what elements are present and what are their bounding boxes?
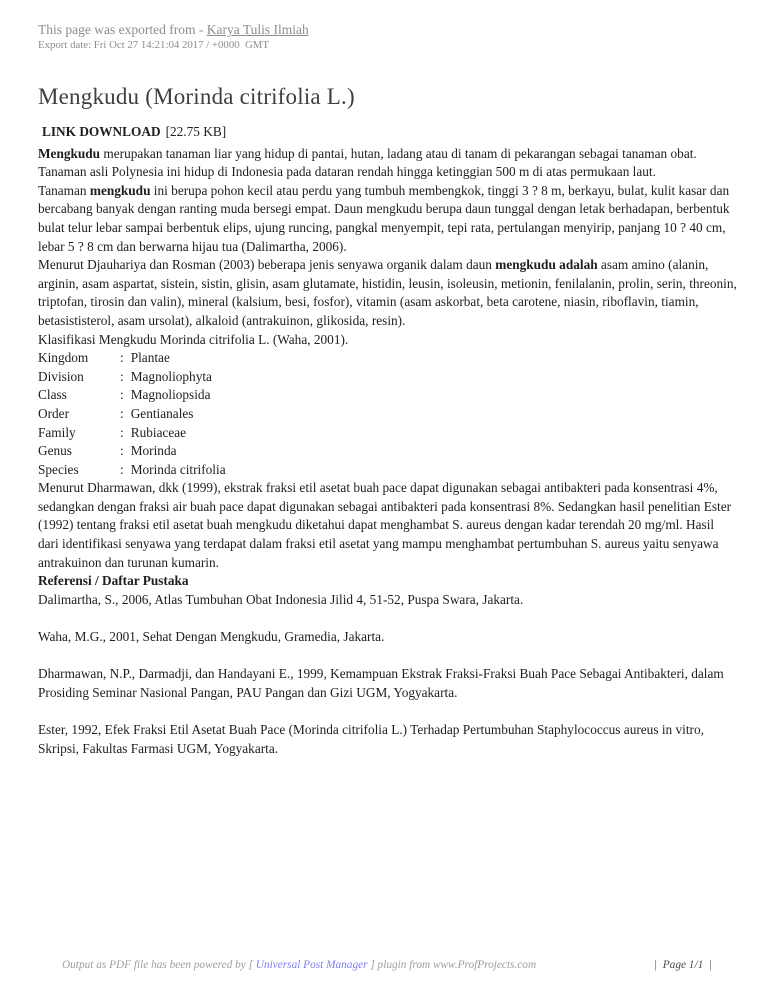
- classification-list: [38, 349, 738, 479]
- classification-value: Morinda citrifolia: [130, 461, 226, 477]
- universal-post-manager-link[interactable]: Universal Post Manager: [255, 959, 368, 971]
- classification-value: Magnoliophyta: [130, 368, 212, 384]
- classification-value: Rubiaceae: [130, 424, 187, 440]
- bold-text-run: mengkudu: [89, 182, 151, 198]
- reference-entry: Dalimartha, S., 2006, Atlas Tumbuhan Obat Indonesia Jilid 4, 51-52, Puspa Swara, Jakarta.: [38, 591, 524, 607]
- paragraph: [38, 256, 738, 330]
- footer-credit-prefix: Output as PDF file has been powered by [: [62, 959, 256, 971]
- classification-row: [38, 368, 738, 387]
- text-run: ini berupa pohon kecil atau perdu yang tumbuh membengkok, tinggi 3 ? 8 m, berkayu, bulat, kulit kasar dan bercabang banyak dengan ranting muda bersegi empat. Daun mengkudu berupa daun tunggal dengan letak berhadapan, berbentuk bulat telur lebar sampai berbentuk elips, ujung runcing, pangkal menyempit, tepi rata, pertulangan menyirip, panjang 10 ? 40 cm, lebar 5 ? 8 cm dan berwarna hijau tua (Dalimartha, 2006).: [38, 182, 730, 254]
- footer-credit: [62, 959, 536, 971]
- text-run: Menurut Djauhariya dan Rosman (2003) beberapa jenis senyawa organik dalam daun: [38, 257, 496, 273]
- reference-entry: Dharmawan, N.P., Darmadji, dan Handayani E., 1999, Kemampuan Ekstrak Fraksi-Fraksi Buah Pace Sebagai Antibakteri, dalam Prosiding Seminar Nasional Pangan, PAU Pangan dan Gizi UGM, Yogyakarta.: [38, 666, 724, 700]
- classification-colon: :: [120, 405, 124, 421]
- text-run: merupakan tanaman liar yang hidup di pantai, hutan, ladang atau di tanam di pekarangan sebagai tanaman obat.: [100, 145, 697, 161]
- export-header: [38, 22, 708, 52]
- classification-term: Family: [38, 424, 76, 440]
- classification-colon: :: [120, 350, 124, 366]
- article-body: [38, 145, 738, 759]
- bold-text-run: mengkudu adalah: [495, 257, 598, 273]
- classification-intro: [38, 331, 738, 350]
- references-heading: Referensi / Daftar Pustaka: [38, 573, 189, 589]
- classification-value: Plantae: [130, 350, 170, 366]
- text-run: Tanaman: [38, 182, 90, 198]
- reference-entry: Ester, 1992, Efek Fraksi Etil Asetat Buah Pace (Morinda citrifolia L.) Terhadap Pertumbuhan Staphylococcus aureus in vitro, Skripsi, Fakultas Farmasi UGM, Yogyakarta.: [38, 722, 704, 756]
- classification-row: [38, 386, 738, 405]
- classification-colon: :: [120, 424, 124, 440]
- classification-value: Gentianales: [130, 405, 194, 421]
- reference-entry: Waha, M.G., 2001, Sehat Dengan Mengkudu, Gramedia, Jakarta.: [38, 629, 385, 645]
- export-date-line: Export date: Fri Oct 27 14:21:04 2017 / +0000 GMT: [38, 39, 270, 51]
- classification-term: Genus: [38, 443, 72, 459]
- export-source-text: This page was exported from -: [38, 22, 207, 37]
- classification-row: [38, 349, 738, 368]
- text-run: Tanaman asli Polynesia ini hidup di Indonesia pada dataran rendah hingga ketinggian 500 m di atas permukaan laut.: [38, 164, 656, 180]
- paragraph: [38, 145, 738, 164]
- karya-tulis-ilmiah-link[interactable]: Karya Tulis Ilmiah: [206, 22, 309, 37]
- classification-row: [38, 405, 738, 424]
- text-run: Klasifikasi Mengkudu Morinda citrifolia L. (Waha, 2001).: [38, 331, 349, 347]
- classification-value: Magnoliopsida: [130, 387, 211, 403]
- classification-term: Species: [38, 461, 79, 477]
- link-download-button[interactable]: LINK DOWNLOAD: [42, 124, 161, 139]
- classification-term: Kingdom: [38, 350, 89, 366]
- footer-credit-suffix: ] plugin from www.ProfProjects.com: [367, 959, 537, 971]
- download-line: [38, 123, 708, 142]
- paragraph: Menurut Dharmawan, dkk (1999), ekstrak fraksi etil asetat buah pace dapat digunakan sebagai antibakteri pada konsentrasi 4%, sedangkan dengan fraksi air buah pace dapat digunakan sebagai antibakteri pada konsentrasi 8%. Sedangkan hasil penelitian Ester (1992) tentang fraksi etil asetat buah mengkudu diketahui dapat menghambat S. aureus dengan kadar terendah 20 mg/ml. Hasil dari identifikasi senyawa yang terdapat dalam fraksi etil asetat yang mampu menghambat pertumbuhan S. aureus yaitu senyawa antrakuinon dan turunan kumarin.: [38, 480, 732, 570]
- paragraph: [38, 182, 738, 256]
- export-source-line: [38, 22, 708, 38]
- references-list: [38, 591, 738, 758]
- download-file-size: [22.75 KB]: [165, 124, 227, 139]
- bold-text-run: Mengkudu: [38, 145, 101, 161]
- classification-row: [38, 461, 738, 480]
- paragraph: [38, 163, 738, 182]
- classification-row: [38, 424, 738, 443]
- page-title: Mengkudu (Morinda citrifolia L.): [38, 84, 355, 109]
- footer-page-indicator: | Page 1/1 |: [654, 959, 712, 971]
- classification-value: Morinda: [130, 443, 177, 459]
- classification-colon: :: [120, 461, 124, 477]
- classification-colon: :: [120, 443, 124, 459]
- classification-term: Order: [38, 405, 70, 421]
- classification-row: [38, 442, 738, 461]
- classification-term: Division: [38, 368, 84, 384]
- text-run: asam amino (alanin, arginin, asam aspartat, sistein, sistin, glisin, asam glutamate, histidin, leusin, isoleusin, metionin, fenilalanin, prolin, serin, threonin, triptofan, tirosin dan valin), mineral (kalsium, besi, fosfor), vitamin (asam askorbat, beta carotene, niasin, riboflavin, tiamin, betasististerol, asam ursolat), alkaloid (antrakuinon, glikosida, resin).: [38, 257, 737, 328]
- classification-colon: :: [120, 387, 124, 403]
- page-footer: [62, 959, 712, 971]
- classification-colon: :: [120, 368, 124, 384]
- classification-term: Class: [38, 387, 67, 403]
